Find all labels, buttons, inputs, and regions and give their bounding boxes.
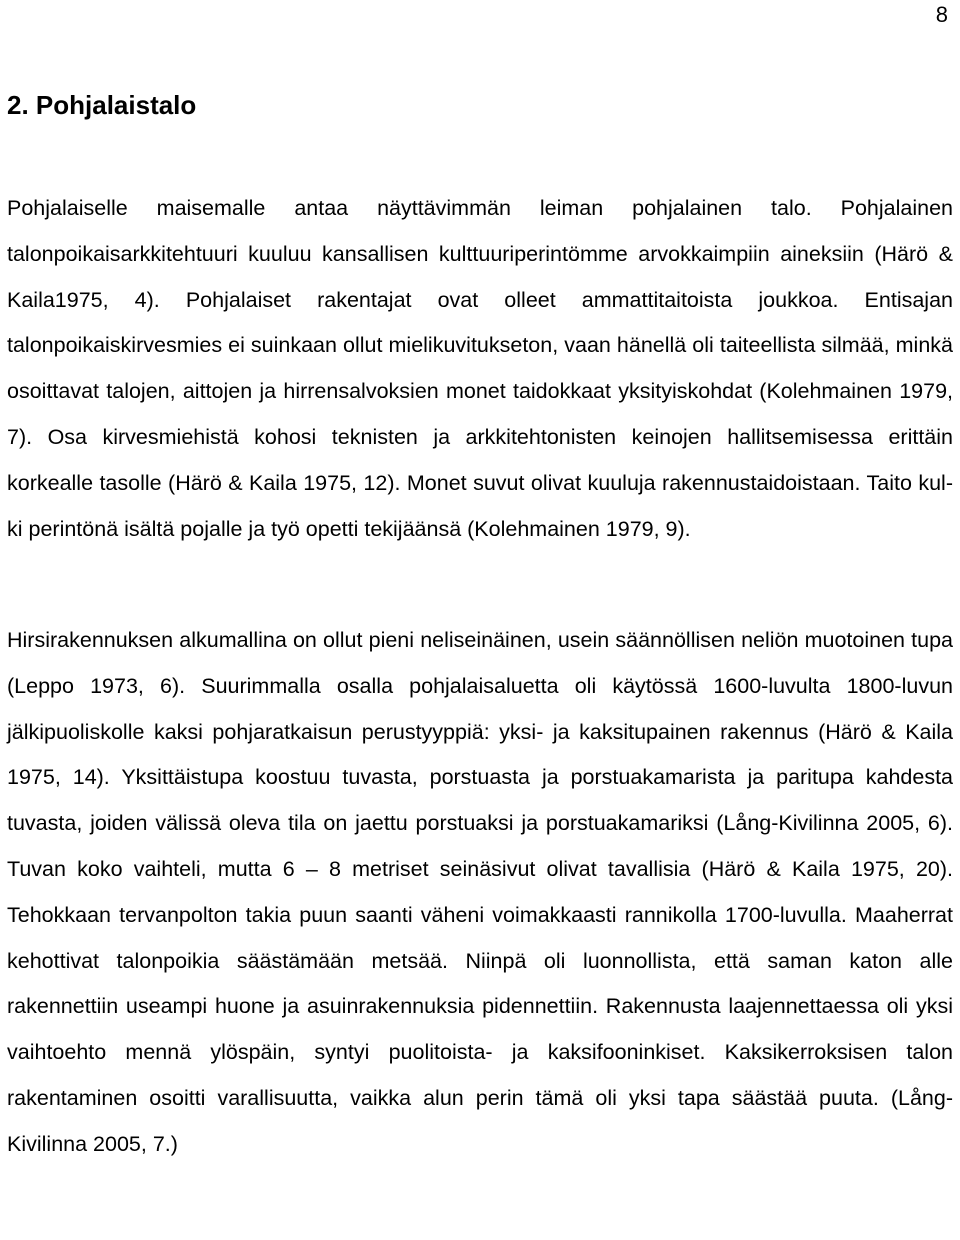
body-paragraph-1: Pohjalaiselle maisemalle antaa näyttävimmän leiman pohjalainen talo. Pohjalainen talonpoikaisarkkitehtuuri kuuluu kansallisen kulttuuriperintömme arvokkaimpiin aineksiin (Härö & Kaila1975, 4). Pohjalaiset rakentajat ovat olleet ammattitaitoista joukkoa. Entisajan talonpoikaiskirvesmies ei suinkaan ollut mielikuvitukseton, vaan hänellä oli taiteellista silmää, minkä osoittavat talojen, aittojen ja hirrensalvoksien monet taidokkaat yksityiskohdat (Kolehmainen 1979, 7). Osa kirvesmiehistä kohosi teknisten ja arkkitehtonisten keinojen hallitsemisessa erittäin korkealle tasolle (Härö & Kaila 1975, 12). Monet suvut olivat kuuluja rakennustaidoistaan. Taito kulki perintönä isältä pojalle ja työ opetti tekijäänsä (Kolehmainen 1979, 9).	[7, 196, 953, 541]
section-heading: 2. Pohjalaistalo	[7, 90, 197, 120]
body-paragraph-2: Hirsirakennuksen alkumallina on ollut pieni neliseinäinen, usein säännöllisen neliön muotoinen tupa (Leppo 1973, 6). Suurimmalla osalla pohjalaisaluetta oli käytössä 1600-luvulta 1800-luvun jälkipuoliskolle kaksi pohjaratkaisun perustyyppiä: yksi- ja kaksitupainen rakennus (Härö & Kaila 1975, 14). Yksittäistupa koostuu tuvasta, porstuasta ja porstuakamarista ja paritupa kahdesta tuvasta, joiden välissä oleva tila on jaettu porstuaksi ja porstuakamariksi (Lång-Kivilinna 2005, 6). Tuvan koko vaihteli, mutta 6 – 8 metriset seinäsivut olivat tavallisia (Härö & Kaila 1975, 20). Tehokkaan tervanpolton takia puun saanti väheni voimakkaasti rannikolla 1700-luvulla. Maaherrat kehottivat talonpoikia säästämään metsää. Niinpä oli luonnollista, että saman katon alle rakennettiin useampi huone ja asuinrakennuksia pidennettiin. Rakennusta laajennettaessa oli yksi vaihtoehto mennä ylöspäin, syntyi puolitoista- ja kaksifooninkiset. Kaksikerroksisen talon rakentaminen osoitti varallisuutta, vaikka alun perin tämä oli yksi tapa säästää puuta. (Lång-Kivilinna 2005, 7.)	[7, 628, 953, 1156]
page-number: 8	[935, 2, 948, 27]
